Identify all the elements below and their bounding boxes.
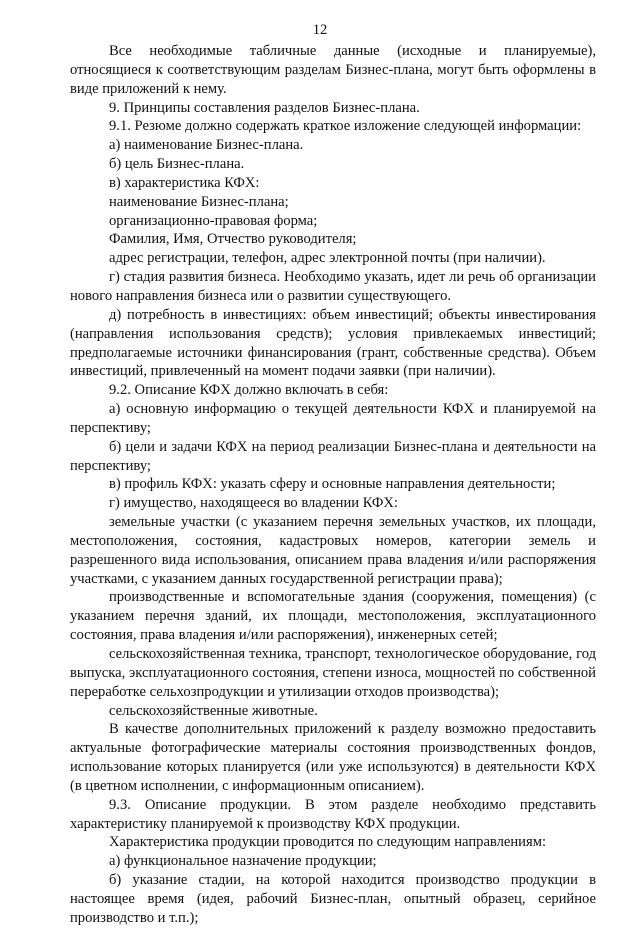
list-item: сельскохозяйственные животные. — [109, 702, 318, 719]
page-number: 12 — [312, 22, 328, 38]
list-item: земельные участки (с указанием перечня земельных участков, их площади, местоположения, состояния, кадастровых номеров, категории земель и разрешенного вида использования, описанием права владения и/или распоряжения участками, с указанием данных государственной регистрации права); — [70, 514, 596, 587]
document-body — [70, 42, 596, 928]
paragraph: Характеристика продукции проводится по следующим направлениям: — [109, 834, 546, 851]
section-heading: 9. Принципы составления разделов Бизнес-плана. — [109, 99, 420, 116]
list-item: б) цели и задачи КФХ на период реализации Бизнес-плана и деятельности на перспективу; — [70, 438, 596, 474]
list-item: Фамилия, Имя, Отчество руководителя; — [109, 231, 357, 248]
list-item: сельскохозяйственная техника, транспорт, технологическое оборудование, год выпуска, эксплуатационного состояния, степени износа, мощностей по собственной переработке сельхозпродукции и утилизации отходов производства); — [70, 646, 596, 700]
list-item: адрес регистрации, телефон, адрес электронной почты (при наличии). — [109, 250, 546, 267]
subsection-heading: 9.3. Описание продукции. В этом разделе необходимо представить характеристику планируемой к производству КФХ продукции. — [70, 796, 596, 832]
list-item: б) указание стадии, на которой находится производство продукции в настоящее время (идея, рабочий Бизнес-план, опытный образец, серийное производство и т.п.); — [70, 872, 596, 926]
paragraph-intro: Все необходимые табличные данные (исходные и планируемые), относящиеся к соответствующим разделам Бизнес-плана, могут быть оформлены в виде приложений к нему. — [70, 43, 596, 97]
list-item: г) стадия развития бизнеса. Необходимо указать, идет ли речь об организации нового направления бизнеса или о развитии существующего. — [70, 269, 596, 304]
list-item: в) характеристика КФХ: — [109, 174, 260, 191]
list-item: а) основную информацию о текущей деятельности КФХ и планируемой на перспективу; — [70, 401, 596, 436]
list-item: в) профиль КФХ: указать сферу и основные направления деятельности; — [109, 476, 556, 493]
list-item: производственные и вспомогательные здания (сооружения, помещения) (с указанием перечня зданий, их площади, местоположения, эксплуатационного состояния, права владения и/или распоряжения), инженерных сетей; — [70, 589, 596, 644]
subsection-heading: 9.2. Описание КФХ должно включать в себя: — [109, 382, 389, 399]
list-item: а) наименование Бизнес-плана. — [109, 137, 304, 154]
list-item: наименование Бизнес-плана; — [109, 193, 289, 210]
list-item: организационно-правовая форма; — [109, 212, 318, 229]
subsection-heading: 9.1. Резюме должно содержать краткое изложение следующей информации: — [109, 118, 582, 135]
list-item: д) потребность в инвестициях: объем инвестиций; объекты инвестирования (направления использования средств); условия привлекаемых инвестиций; предполагаемые источники финансирования (грант, собственные средства). Объем инвестиций, привлеченный на момент подачи заявки (при наличии). — [70, 306, 596, 380]
list-item: а) функциональное назначение продукции; — [109, 853, 377, 870]
list-item: г) имущество, находящееся во владении КФХ: — [109, 495, 398, 512]
paragraph: В качестве дополнительных приложений к разделу возможно предоставить актуальные фотографические материалы состояния производственных фондов, использование которых планируется (или уже используются) в деятельности КФХ (в цветном исполнении, с информационным описанием). — [70, 721, 596, 794]
list-item: б) цель Бизнес-плана. — [109, 156, 245, 173]
